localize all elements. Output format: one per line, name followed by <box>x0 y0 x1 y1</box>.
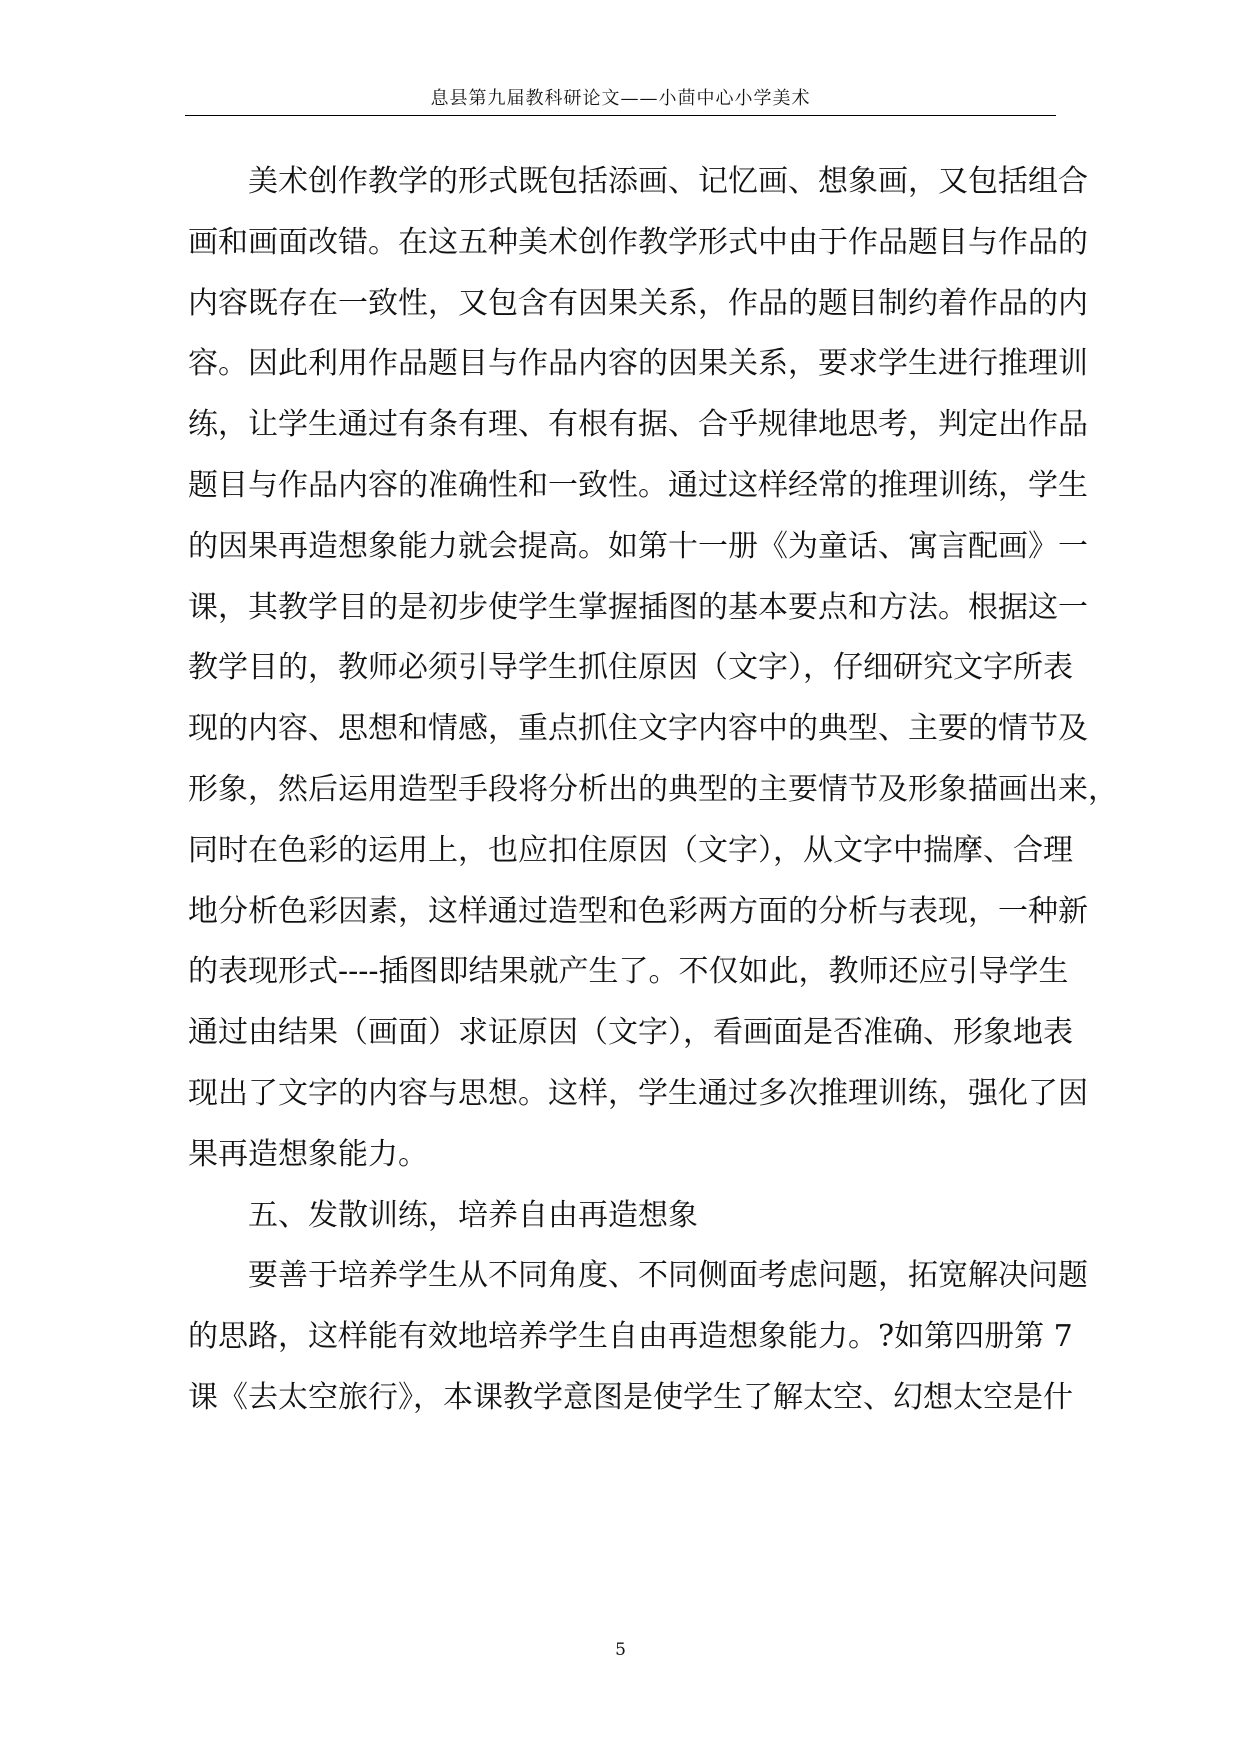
text-line: 练，让学生通过有条有理、有根有据、合乎规律地思考，判定出作品 <box>188 407 1088 443</box>
text-line: 的因果再造想象能力就会提高。如第十一册《为童话、寓言配画》一 <box>188 528 1088 564</box>
text-line: 内容既存在一致性，又包含有因果关系，作品的题目制约着作品的内 <box>188 285 1088 321</box>
text-line: 要善于培养学生从不同角度、不同侧面考虑问题，拓宽解决问题 <box>188 1258 1088 1294</box>
section-heading: 五、发散训练，培养自由再造想象 <box>188 1197 698 1233</box>
text-line: 画和画面改错。在这五种美术创作教学形式中由于作品题目与作品的 <box>188 224 1088 260</box>
text-line: 容。因此利用作品题目与作品内容的因果关系，要求学生进行推理训 <box>188 346 1088 382</box>
text-line: 同时在色彩的运用上，也应扣住原因（文字），从文字中揣摩、合理 <box>188 832 1073 868</box>
text-line: 现出了文字的内容与思想。这样，学生通过多次推理训练，强化了因 <box>188 1075 1088 1111</box>
text-line: 地分析色彩因素，这样通过造型和色彩两方面的分析与表现，一种新 <box>188 893 1088 929</box>
text-line: 课，其教学目的是初步使学生掌握插图的基本要点和方法。根据这一 <box>188 589 1088 625</box>
text-line: 形象，然后运用造型手段将分析出的典型的主要情节及形象描画出来， <box>188 771 1118 807</box>
running-header <box>185 82 1056 116</box>
text-line: 的表现形式----插图即结果就产生了。不仅如此，教师还应引导学生 <box>188 954 1069 990</box>
text-line: 美术创作教学的形式既包括添画、记忆画、想象画，又包括组合 <box>188 164 1088 199</box>
text-line: 的思路，这样能有效地培养学生自由再造想象能力。?如第四册第 7 <box>188 1319 1073 1355</box>
text-line: 题目与作品内容的准确性和一致性。通过这样经常的推理训练，学生 <box>188 467 1088 503</box>
text-line: 课《去太空旅行》，本课教学意图是使学生了解太空、幻想太空是什 <box>188 1379 1073 1415</box>
header-title: 息县第九届教科研论文——小茴中心小学美术 <box>430 88 811 109</box>
text-line: 现的内容、思想和情感，重点抓住文字内容中的典型、主要的情节及 <box>188 711 1088 747</box>
text-line: 果再造想象能力。 <box>188 1136 428 1172</box>
page-number: 5 <box>615 1640 626 1660</box>
text-line: 通过由结果（画面）求证原因（文字），看画面是否准确、形象地表 <box>188 1015 1073 1051</box>
text-line: 教学目的，教师必须引导学生抓住原因（文字），仔细研究文字所表 <box>188 650 1073 686</box>
article-body <box>188 152 1118 1429</box>
